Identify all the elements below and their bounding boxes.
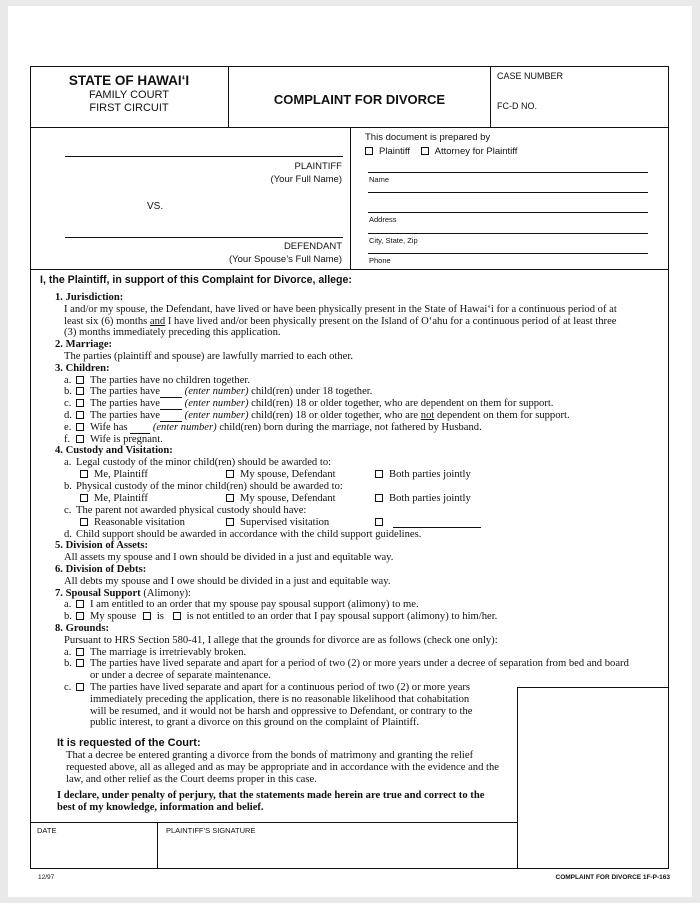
signature-row-top bbox=[31, 822, 517, 823]
children-b-pre: The parties have bbox=[90, 386, 161, 398]
custody-b-text: Physical custody of the minor child(ren) should be awarded to: bbox=[76, 480, 343, 492]
grounds-b-checkbox[interactable] bbox=[76, 659, 84, 667]
children-a-checkbox[interactable] bbox=[76, 376, 84, 384]
section-jurisdiction-title: 1. Jurisdiction: bbox=[55, 292, 124, 303]
children-e-count-field[interactable] bbox=[130, 424, 150, 434]
date-field[interactable] bbox=[32, 834, 156, 867]
children-d-count-field[interactable] bbox=[160, 412, 182, 422]
custody-d-text: Child support should be awarded in accordance with the child support guidelines. bbox=[76, 528, 422, 540]
support-b-text-2: is bbox=[156, 611, 164, 623]
section-assets-title: 5. Division of Assets: bbox=[55, 540, 148, 552]
request-body bbox=[66, 750, 499, 785]
children-c-post: child(ren) 18 or older together, who are dependent on them for support. bbox=[248, 398, 554, 410]
children-e-pre: Wife has bbox=[90, 421, 131, 433]
preparer-address-label: Address bbox=[369, 215, 397, 224]
support-a-text: I am entitled to an order that my spouse pay spousal support (alimony) to me. bbox=[90, 599, 419, 611]
fcd-number-label: FC-D NO. bbox=[497, 101, 537, 111]
legal-custody-both-label: Both parties jointly bbox=[389, 468, 471, 480]
section-support-title-suffix: (Alimony): bbox=[140, 587, 191, 599]
plaintiff-label: PLAINTIFF bbox=[294, 161, 342, 172]
children-d-not: not bbox=[420, 409, 435, 421]
grounds-c-text-1: The parties have lived separate and apart for a continuous period of two (2) or more years bbox=[90, 681, 471, 693]
legal-custody-me-label: Me, Plaintiff bbox=[94, 468, 148, 480]
custody-a-text: Legal custody of the minor child(ren) should be awarded to: bbox=[76, 457, 332, 469]
grounds-c-text-3: will be resumed, and it would not be harsh and oppressive to Defendant, or contrary to the bbox=[90, 705, 473, 717]
support-b-text-1: My spouse bbox=[90, 611, 137, 623]
request-title: It is requested of the Court: bbox=[57, 737, 201, 749]
court-name: FAMILY COURT bbox=[88, 89, 170, 101]
prepared-by-plaintiff-checkbox[interactable] bbox=[365, 147, 373, 155]
jurisdiction-line-2a: least six (6) months bbox=[64, 315, 150, 327]
physical-custody-me-label: Me, Plaintiff bbox=[94, 492, 148, 504]
side-box-top bbox=[517, 687, 668, 688]
preparer-phone-label: Phone bbox=[369, 256, 391, 265]
section-support-title: 7. Spousal Support bbox=[55, 587, 141, 599]
grounds-b-text-2: or under a decree of separate maintenance. bbox=[90, 670, 271, 682]
prepared-by-plaintiff-label: Plaintiff bbox=[379, 146, 410, 157]
physical-custody-both-checkbox[interactable] bbox=[375, 494, 383, 502]
children-d-post1: child(ren) 18 or older together, who are bbox=[248, 409, 421, 421]
debts-line: All debts my spouse and I owe should be divided in a just and equitable way. bbox=[64, 575, 391, 587]
grounds-c-checkbox[interactable] bbox=[76, 683, 84, 691]
grounds-a-checkbox[interactable] bbox=[76, 648, 84, 656]
visitation-supervised-label: Supervised visitation bbox=[240, 516, 330, 528]
section-marriage-title: 2. Marriage: bbox=[55, 339, 113, 351]
children-e-post: child(ren) born during the marriage, not fathered by Husband. bbox=[216, 421, 482, 433]
children-a-text: The parties have no children together. bbox=[90, 374, 251, 386]
form-title: COMPLAINT FOR DIVORCE bbox=[273, 92, 446, 107]
preparer-address-line[interactable] bbox=[368, 233, 648, 234]
visitation-reasonable-checkbox[interactable] bbox=[80, 518, 88, 526]
declaration bbox=[57, 790, 484, 814]
prepared-by-attorney-label: Attorney for Plaintiff bbox=[434, 146, 518, 157]
signature-label: PLAINTIFF’S SIGNATURE bbox=[166, 826, 256, 835]
jurisdiction-line-3: (3) months immediately preceding this application. bbox=[64, 327, 281, 339]
preparer-city-line[interactable] bbox=[368, 253, 648, 254]
signature-field[interactable] bbox=[158, 834, 516, 867]
children-d-pre: The parties have bbox=[90, 409, 161, 421]
visitation-supervised-checkbox[interactable] bbox=[226, 518, 234, 526]
support-b-text-3: is not entitled to an order that I pay spousal support (alimony) to him/her. bbox=[186, 611, 498, 623]
defendant-label: DEFENDANT bbox=[283, 241, 342, 252]
request-line-2: requested above, all as alleged and as may be appropriate and in accordance with the evidence and the bbox=[66, 761, 499, 773]
legal-custody-both-checkbox[interactable] bbox=[375, 470, 383, 478]
parties-bottom-rule bbox=[31, 269, 668, 270]
assets-line: All assets my spouse and I own should be divided in a just and equitable way. bbox=[64, 552, 394, 564]
children-f-text: Wife is pregnant. bbox=[90, 433, 163, 445]
jurisdiction-line-1: I and/or my spouse, the Defendant, have lived or have been physically present in the State of Hawai‘i for a continuous period of at bbox=[64, 303, 617, 315]
children-c-count-field[interactable] bbox=[160, 400, 182, 410]
support-b-is-checkbox[interactable] bbox=[143, 612, 151, 620]
grounds-c-text-4: public interest, to grant a divorce on this ground on the complaint of Plaintiff. bbox=[90, 717, 420, 729]
section-custody-title: 4. Custody and Visitation: bbox=[55, 445, 173, 457]
legal-custody-me-checkbox[interactable] bbox=[80, 470, 88, 478]
revision-date: 12/97 bbox=[38, 874, 55, 881]
prepared-by-attorney-checkbox[interactable] bbox=[421, 147, 429, 155]
physical-custody-me-checkbox[interactable] bbox=[80, 494, 88, 502]
children-b-count-field[interactable] bbox=[160, 388, 182, 398]
preparer-line-1[interactable] bbox=[368, 172, 648, 173]
request-line-3: law, and other relief as the Court deems proper in this case. bbox=[66, 773, 317, 785]
defendant-hint: (Your Spouse’s Full Name) bbox=[229, 254, 342, 265]
visitation-other-field[interactable] bbox=[393, 518, 481, 528]
jurisdiction-and: and bbox=[149, 315, 166, 327]
children-d-post2: dependent on them for support. bbox=[434, 409, 570, 421]
defendant-name-line[interactable] bbox=[65, 237, 343, 238]
children-b-post: child(ren) under 18 together. bbox=[248, 386, 373, 398]
physical-custody-spouse-label: My spouse, Defendant bbox=[240, 492, 336, 504]
grounds-a-text: The marriage is irretrievably broken. bbox=[90, 646, 247, 658]
section-children-title: 3. Children: bbox=[55, 362, 110, 374]
preparer-name-label: Name bbox=[369, 175, 390, 184]
physical-custody-spouse-checkbox[interactable] bbox=[226, 494, 234, 502]
date-label: DATE bbox=[37, 826, 57, 835]
children-c-hint: (enter number) bbox=[184, 398, 249, 410]
visitation-reasonable-label: Reasonable visitation bbox=[94, 516, 185, 528]
children-b-checkbox[interactable] bbox=[76, 387, 84, 395]
plaintiff-hint: (Your Full Name) bbox=[270, 174, 342, 185]
state-name: STATE OF HAWAI‘I bbox=[68, 73, 190, 88]
children-f-checkbox[interactable] bbox=[76, 435, 84, 443]
plaintiff-name-line[interactable] bbox=[65, 156, 343, 157]
grounds-intro: Pursuant to HRS Section 580-41, I allege that the grounds for divorce are as follows (check one only): bbox=[64, 634, 498, 646]
children-e-checkbox[interactable] bbox=[76, 423, 84, 431]
legal-custody-spouse-label: My spouse, Defendant bbox=[240, 468, 336, 480]
form-id: COMPLAINT FOR DIVORCE 1F-P-163 bbox=[555, 874, 670, 881]
children-c-pre: The parties have bbox=[90, 398, 161, 410]
visitation-other-checkbox[interactable] bbox=[375, 518, 383, 526]
support-b-isnot-checkbox[interactable] bbox=[173, 612, 181, 620]
children-b-hint: (enter number) bbox=[184, 386, 249, 398]
preparer-name-line[interactable] bbox=[368, 192, 648, 193]
versus-label: VS. bbox=[147, 201, 164, 212]
support-a-checkbox[interactable] bbox=[76, 600, 84, 608]
physical-custody-both-label: Both parties jointly bbox=[389, 492, 471, 504]
declaration-line-2: best of my knowledge, information and belief. bbox=[57, 801, 264, 813]
allegations-body: 1. Jurisdiction: I and/or my spouse, the Defendant, have lived or have been physically present in the State of Hawai‘i for a continuous period of at least six (6) months and I have lived and/or been physically present on the Island of O‘ahu for a continuous period of at least three (3) months immediately preceding this application. 2. Marriage: The parties (plaintiff and spouse) are lawfully married to each other. 3. Children: a. The parties have no children together. b. The parties have (enter number) child(ren) under 18 together. c. The parties have (enter number) child(ren) 18 or older together, who are dependent on them for support. d. The parties have (enter number) child(ren) 18 or older together, who are not dependent on them for support. e. Wife has (enter number) child(ren) born during the marriage, not fathered by Husband. f. Wife is pregnant. 4. Custody and Visitation: a. Legal custody of the minor child(ren) should be awarded to: Me, Plaintiff My spouse, Defendant Both parties jointly b. Physical custody of the minor child(ren) should be awarded to: Me, Plaintiff My spouse, Defendant Both parties jointly c. The parent not awarded physical custody should have: Reasonable visitation Supervised visitation d. Child support should be awarded in accordance with the child support guidelines. 5. Division of Assets: All assets my spouse and I own should be divided in a just and equitable way. 6. Division of Debts: All debts my spouse and I owe should be divided in a just and equitable way. 7. Spousal Support (Alimony): a. I am entitled to an order that my spouse pay spousal support (alimony) to me. b. My spouse is is not entitled to an order that I pay spousal support (alimony) to him/her. 8. Grounds: Pursuant to HRS Section 580-41, I allege that the grounds for divorce are as follows (check one only): a. The marriage is irretrievably broken. b. The parties have lived separate and apart for a period of two (2) or more years under a decree of separation from bed and board or under a decree of separate maintenance. c. The parties have lived separate and apart for a continuous period of two (2) or more years immediately preceding the application, there is no reasonable likelihood that cohabitation will be resumed, and it would not be harsh and oppressive to Defendant, or contrary to the public interest, to grant a divorce on this ground on the complaint of Plaintiff. bbox=[55, 292, 629, 729]
parties-divider bbox=[350, 127, 351, 269]
intro-statement: I, the Plaintiff, in support of this Complaint for Divorce, allege: bbox=[40, 274, 352, 286]
legal-custody-spouse-checkbox[interactable] bbox=[226, 470, 234, 478]
children-c-checkbox[interactable] bbox=[76, 399, 84, 407]
children-d-checkbox[interactable] bbox=[76, 411, 84, 419]
support-b-checkbox[interactable] bbox=[76, 612, 84, 620]
case-number-label: CASE NUMBER bbox=[497, 71, 564, 81]
grounds-c-text-2: immediately preceding the application, there is no reasonable likelihood that cohabitation bbox=[90, 693, 470, 705]
grounds-b-text-1: The parties have lived separate and apart for a period of two (2) or more years under a decree of separation from bed and board bbox=[90, 658, 629, 670]
preparer-city-label: City, State, Zip bbox=[369, 236, 418, 245]
preparer-line-3[interactable] bbox=[368, 212, 648, 213]
request-line-1: That a decree be entered granting a divorce from the bonds of matrimony and granting the relief bbox=[66, 750, 474, 761]
children-e-hint: (enter number) bbox=[152, 421, 217, 433]
side-box-left bbox=[517, 687, 518, 869]
jurisdiction-line-2b: I have lived and/or been physically present on the Island of O‘ahu for a continuous period of at least three bbox=[165, 315, 617, 327]
custody-c-text: The parent not awarded physical custody should have: bbox=[76, 504, 307, 516]
prepared-by-label: This document is prepared by bbox=[365, 132, 491, 143]
section-grounds-title: 8. Grounds: bbox=[55, 622, 109, 634]
children-d-hint: (enter number) bbox=[184, 409, 249, 421]
header-divider-2 bbox=[490, 67, 491, 127]
marriage-line: The parties (plaintiff and spouse) are lawfully married to each other. bbox=[64, 350, 353, 362]
declaration-line-1: I declare, under penalty of perjury, that the statements made herein are true and correct to the bbox=[57, 790, 485, 801]
circuit-name: FIRST CIRCUIT bbox=[89, 102, 169, 114]
section-debts-title: 6. Division of Debts: bbox=[55, 563, 147, 575]
